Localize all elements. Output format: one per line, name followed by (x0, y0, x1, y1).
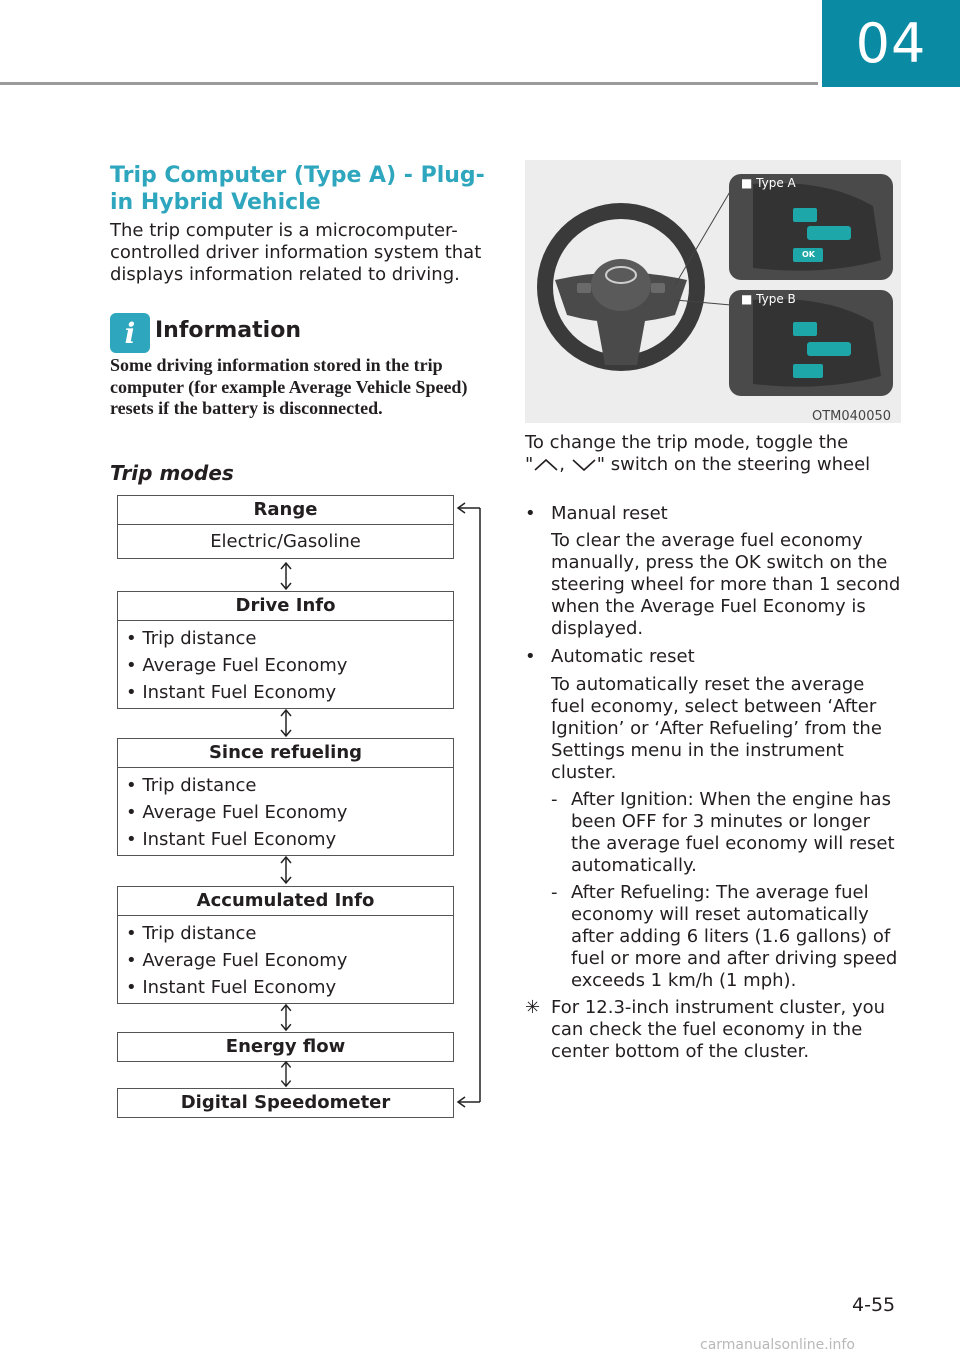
chapter-tab (822, 0, 960, 87)
since-refueling-box (117, 738, 454, 856)
section-title: Trip Computer (Type A) - Plug-in Hybrid Vehicle (110, 163, 485, 215)
manual-reset-title: Manual reset (551, 503, 668, 524)
manual-reset-body: To clear the average fuel economy manually, press the OK switch on the steering wheel for more than 1 second when the Average Fuel Economy is displayed. (551, 530, 901, 639)
range-box-title: Range (118, 496, 453, 525)
automatic-reset-bullet: • (525, 646, 536, 667)
after-refueling-text: After Refueling: The average fuel economy will reset automatically after adding 6 liters (1.6 gallons) of fuel or more and after driving speed exceeds 1 km/h (1 mph). (571, 882, 898, 991)
steering-wheel-icon (525, 160, 901, 423)
digital-speedometer-title: Digital Speedometer (180, 1092, 391, 1113)
note-text: For 12.3-inch instrument cluster, you can check the fuel economy in the center bottom of the cluster. (551, 997, 886, 1062)
since-refueling-title: Since refueling (118, 739, 453, 768)
toggle-line-2 (525, 454, 905, 476)
drive-info-title: Drive Info (118, 592, 453, 621)
comma: , (559, 454, 566, 475)
double-arrow-icon (279, 708, 293, 738)
accumulated-info-item: • Average Fuel Economy (126, 950, 348, 971)
information-title: Information (155, 318, 301, 343)
since-refueling-item: • Average Fuel Economy (126, 802, 348, 823)
range-box-line: Electric/Gasoline (210, 531, 361, 552)
double-arrow-icon (279, 1003, 293, 1032)
energy-flow-title: Energy flow (225, 1036, 346, 1057)
after-ignition-text: After Ignition: When the engine has been OFF for 3 minutes or longer the average fuel economy will reset automatically. (571, 789, 895, 876)
drive-info-item: • Trip distance (126, 628, 257, 649)
intro-paragraph: The trip computer is a microcomputer-controlled driver information system that displays information related to driving. (110, 220, 482, 285)
page-number: 4-55 (852, 1294, 896, 1316)
since-refueling-item: • Trip distance (126, 775, 257, 796)
note-symbol-icon: ✳ (525, 997, 541, 1018)
automatic-reset-title: Automatic reset (551, 646, 695, 667)
quote-open: " (525, 454, 534, 475)
type-b-label: ■ Type B (741, 292, 796, 306)
accumulated-info-item: • Trip distance (126, 923, 257, 944)
figure-code: OTM040050 (812, 409, 892, 424)
watermark: carmanualsonline.info (700, 1337, 855, 1353)
double-arrow-icon (279, 855, 293, 885)
energy-flow-box (117, 1032, 454, 1062)
sub-item-dash: - (551, 789, 558, 810)
accumulated-info-box (117, 886, 454, 1004)
accumulated-info-item: • Instant Fuel Economy (126, 977, 337, 998)
chevron-up-icon (533, 458, 559, 472)
drive-info-item: • Average Fuel Economy (126, 655, 348, 676)
steering-wheel-figure (525, 160, 901, 423)
information-body: Some driving information stored in the trip computer (for example Average Vehicle Speed) resets if the battery is disconnected. (110, 355, 468, 418)
sub-item-dash: - (551, 882, 558, 903)
since-refueling-item: • Instant Fuel Economy (126, 829, 337, 850)
header-rule (0, 82, 818, 85)
ok-switch-label: OK (802, 250, 815, 259)
information-icon: i (110, 313, 150, 353)
double-arrow-icon (279, 1060, 293, 1088)
toggle-line-1: To change the trip mode, toggle the (525, 432, 849, 453)
manual-reset-bullet: • (525, 503, 536, 524)
trip-modes-heading: Trip modes (110, 461, 234, 485)
toggle-line-2-text: " switch on the steering wheel (596, 454, 871, 475)
chevron-down-icon (571, 458, 597, 472)
chapter-number: 04 (855, 12, 927, 75)
accumulated-info-title: Accumulated Info (118, 887, 453, 916)
loop-arrow-icon (454, 500, 490, 1110)
automatic-reset-body: To automatically reset the average fuel economy, select between ‘After Ignition’ or ‘After Refueling’ from the Settings menu in the instrument cluster. (551, 674, 882, 783)
drive-info-box (117, 591, 454, 709)
drive-info-item: • Instant Fuel Economy (126, 682, 337, 703)
range-box (117, 495, 454, 559)
double-arrow-icon (279, 561, 293, 591)
toggle-instruction (525, 432, 905, 476)
type-a-label: ■ Type A (741, 176, 796, 190)
digital-speedometer-box (117, 1088, 454, 1118)
